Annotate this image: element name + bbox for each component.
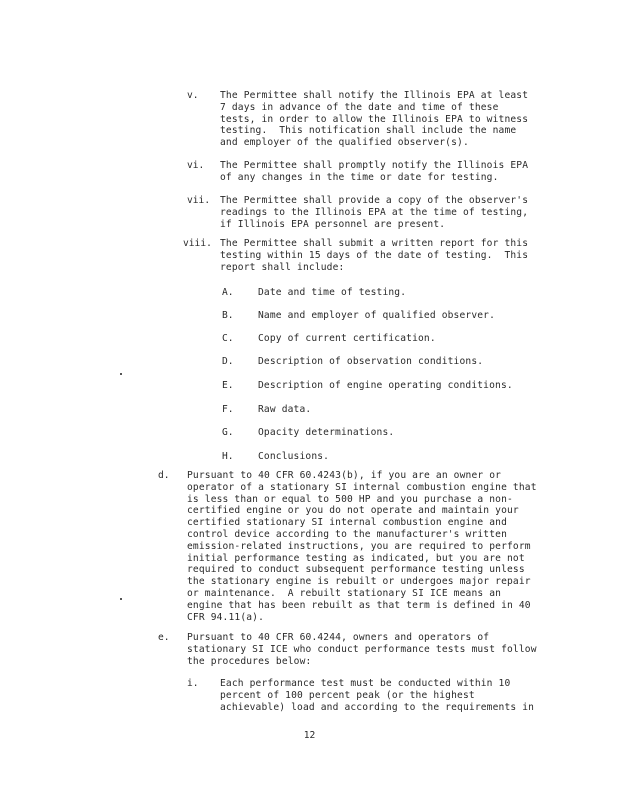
- text-line: 7 days in advance of the date and time of these: [220, 101, 499, 113]
- text-line: stationary SI ICE who conduct performance tests must follow: [187, 643, 537, 655]
- report-label-d: D.: [222, 356, 234, 367]
- item-label-vi: vi.: [187, 160, 205, 171]
- text-line: operator of a stationary SI internal combustion engine that: [187, 481, 537, 493]
- text-line: percent of 100 percent peak (or the highest: [220, 689, 475, 701]
- text-line: Each performance test must be conducted within 10: [220, 678, 511, 689]
- text-line: is less than or equal to 500 HP and you purchase a non-: [187, 493, 513, 505]
- text-line: CFR 94.11(a).: [187, 611, 265, 623]
- scan-speck: [120, 598, 122, 600]
- text-line: The Permittee shall notify the Illinois EPA at least: [220, 90, 529, 101]
- paragraph-d-text: [187, 470, 537, 623]
- text-line: achievable) load and according to the requirements in: [220, 701, 535, 713]
- sub-item-i-text: [220, 678, 534, 713]
- report-item-a: Date and time of testing.: [258, 287, 407, 298]
- item-label-viii: viii.: [183, 238, 212, 249]
- text-line: if Illinois EPA personnel are present.: [220, 218, 446, 230]
- text-line: certified engine or you do not operate and maintain your: [187, 505, 519, 517]
- report-item-d: Description of observation conditions.: [258, 356, 484, 367]
- text-line: readings to the Illinois EPA at the time of testing,: [220, 206, 529, 218]
- text-line: or maintenance. A rebuilt stationary SI ICE means an: [187, 587, 502, 599]
- item-label-vii: vii.: [187, 195, 211, 206]
- report-item-b: Name and employer of qualified observer.: [258, 310, 496, 321]
- text-line: tests, in order to allow the Illinois EPA to witness: [220, 113, 529, 125]
- text-line: the procedures below:: [187, 655, 312, 667]
- report-item-c: Copy of current certification.: [258, 333, 436, 344]
- text-line: required to conduct subsequent performance testing unless: [187, 564, 525, 576]
- item-vii-text: [220, 195, 528, 230]
- sub-item-label-i: i.: [187, 678, 199, 689]
- report-label-b: B.: [222, 310, 234, 321]
- text-line: testing. This notification shall include the name: [220, 125, 517, 137]
- report-label-e: E.: [222, 380, 234, 391]
- report-label-g: G.: [222, 427, 234, 438]
- report-label-a: A.: [222, 287, 234, 298]
- paragraph-label-e: e.: [158, 632, 170, 643]
- item-vi-text: [220, 160, 528, 184]
- page-number: 12: [303, 730, 316, 741]
- report-label-c: C.: [222, 333, 234, 344]
- text-line: emission-related instructions, you are required to perform: [187, 540, 531, 552]
- text-line: the stationary engine is rebuilt or undergoes major repair: [187, 576, 531, 588]
- text-line: of any changes in the time or date for testing.: [220, 171, 499, 183]
- text-line: certified stationary SI internal combustion engine and: [187, 517, 507, 529]
- item-v-text: [220, 90, 528, 149]
- paragraph-label-d: d.: [158, 470, 170, 481]
- text-line: initial performance testing as indicated, but you are not: [187, 552, 525, 564]
- report-item-e: Description of engine operating conditions.: [258, 380, 513, 391]
- text-line: The Permittee shall provide a copy of the observer's: [220, 195, 529, 206]
- report-item-h: Conclusions.: [258, 451, 330, 462]
- paragraph-e-text: [187, 632, 537, 667]
- report-item-g: Opacity determinations.: [258, 427, 395, 438]
- text-line: testing within 15 days of the date of testing. This: [220, 249, 529, 261]
- scan-speck: [120, 373, 122, 375]
- item-label-v: v.: [187, 90, 199, 101]
- text-line: and employer of the qualified observer(s).: [220, 137, 469, 149]
- report-label-h: H.: [222, 451, 234, 462]
- item-viii-text: [220, 238, 528, 273]
- text-line: Pursuant to 40 CFR 60.4243(b), if you are an owner or: [187, 470, 502, 481]
- text-line: Pursuant to 40 CFR 60.4244, owners and operators of: [187, 632, 490, 643]
- text-line: The Permittee shall submit a written report for this: [220, 238, 529, 249]
- text-line: The Permittee shall promptly notify the Illinois EPA: [220, 160, 529, 171]
- text-line: engine that has been rebuilt as that term is defined in 40: [187, 599, 531, 611]
- text-line: control device according to the manufacturer's written: [187, 528, 507, 540]
- report-label-f: F.: [222, 404, 234, 415]
- report-item-f: Raw data.: [258, 404, 312, 415]
- text-line: report shall include:: [220, 261, 345, 273]
